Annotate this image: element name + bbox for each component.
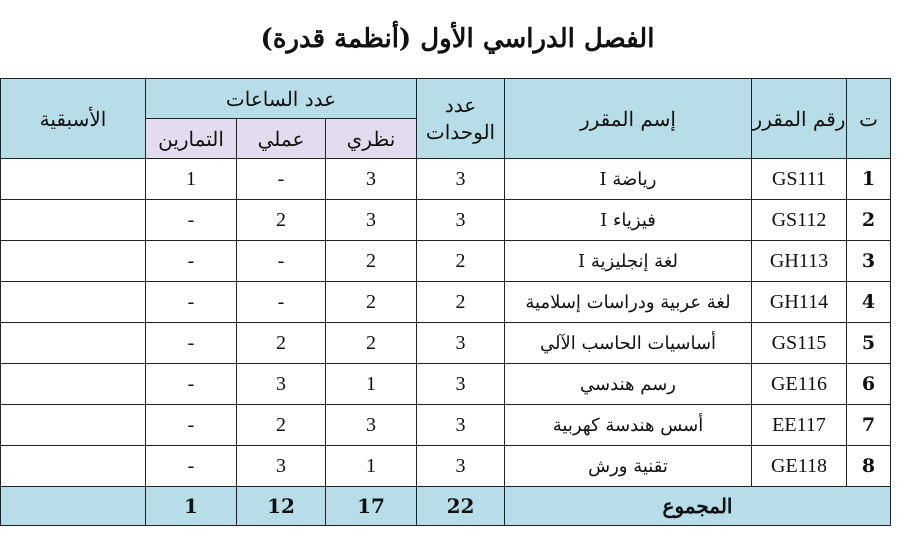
table-row bbox=[1, 323, 891, 364]
header-hours-group: عدد الساعات bbox=[146, 79, 417, 119]
cell-theory: 3 bbox=[326, 200, 417, 241]
cell-name: أساسيات الحاسب الآلي bbox=[505, 323, 752, 364]
table-row bbox=[1, 282, 891, 323]
table-row bbox=[1, 446, 891, 487]
header-units-label: عدد الوحدات bbox=[425, 92, 496, 144]
header-practical: عملي bbox=[237, 119, 326, 159]
table-row bbox=[1, 405, 891, 446]
cell-exercises: - bbox=[146, 405, 237, 446]
cell-code: GE116 bbox=[752, 364, 847, 405]
cell-practical: 3 bbox=[237, 446, 326, 487]
cell-units: 2 bbox=[417, 282, 505, 323]
cell-units: 3 bbox=[417, 405, 505, 446]
cell-index: 5 bbox=[847, 323, 891, 364]
cell-exercises: - bbox=[146, 200, 237, 241]
cell-prereq bbox=[1, 200, 146, 241]
cell-name: رسم هندسي bbox=[505, 364, 752, 405]
cell-prereq bbox=[1, 159, 146, 200]
totals-label: المجموع bbox=[505, 487, 891, 526]
totals-practical: 12 bbox=[237, 487, 326, 526]
cell-theory: 2 bbox=[326, 282, 417, 323]
cell-exercises: 1 bbox=[146, 159, 237, 200]
cell-prereq bbox=[1, 405, 146, 446]
cell-index: 6 bbox=[847, 364, 891, 405]
header-units bbox=[417, 79, 505, 159]
cell-code: GH113 bbox=[752, 241, 847, 282]
totals-theory: 17 bbox=[326, 487, 417, 526]
table-row bbox=[1, 241, 891, 282]
cell-exercises: - bbox=[146, 241, 237, 282]
cell-code: GH114 bbox=[752, 282, 847, 323]
totals-row bbox=[1, 487, 891, 526]
cell-units: 3 bbox=[417, 200, 505, 241]
cell-index: 3 bbox=[847, 241, 891, 282]
table-row bbox=[1, 159, 891, 200]
cell-name: فيزياء I bbox=[505, 200, 752, 241]
totals-exercises: 1 bbox=[146, 487, 237, 526]
cell-exercises: - bbox=[146, 323, 237, 364]
header-theory: نظري bbox=[326, 119, 417, 159]
cell-practical: - bbox=[237, 282, 326, 323]
cell-practical: 3 bbox=[237, 364, 326, 405]
course-table bbox=[0, 78, 891, 526]
cell-practical: - bbox=[237, 241, 326, 282]
header-name: إسم المقرر bbox=[505, 79, 752, 159]
cell-index: 2 bbox=[847, 200, 891, 241]
cell-name: رياضة I bbox=[505, 159, 752, 200]
cell-code: GS111 bbox=[752, 159, 847, 200]
table-row bbox=[1, 364, 891, 405]
table-row bbox=[1, 200, 891, 241]
cell-code: GS115 bbox=[752, 323, 847, 364]
header-index: ت bbox=[847, 79, 891, 159]
cell-prereq bbox=[1, 364, 146, 405]
cell-index: 1 bbox=[847, 159, 891, 200]
cell-index: 7 bbox=[847, 405, 891, 446]
cell-prereq bbox=[1, 241, 146, 282]
cell-exercises: - bbox=[146, 282, 237, 323]
page-title: الفصل الدراسي الأول (أنظمة قدرة) bbox=[260, 24, 655, 54]
cell-theory: 3 bbox=[326, 159, 417, 200]
cell-units: 3 bbox=[417, 446, 505, 487]
cell-prereq bbox=[1, 323, 146, 364]
header-prereq: الأسبقية bbox=[1, 79, 146, 159]
cell-name: تقنية ورش bbox=[505, 446, 752, 487]
cell-theory: 1 bbox=[326, 364, 417, 405]
cell-units: 3 bbox=[417, 323, 505, 364]
cell-practical: 2 bbox=[237, 405, 326, 446]
cell-name: أسس هندسة كهربية bbox=[505, 405, 752, 446]
cell-units: 3 bbox=[417, 159, 505, 200]
cell-prereq bbox=[1, 282, 146, 323]
cell-practical: 2 bbox=[237, 323, 326, 364]
cell-units: 3 bbox=[417, 364, 505, 405]
cell-exercises: - bbox=[146, 364, 237, 405]
header-exercises: التمارين bbox=[146, 119, 237, 159]
header-code: رقم المقرر bbox=[752, 79, 847, 159]
cell-prereq bbox=[1, 446, 146, 487]
cell-practical: 2 bbox=[237, 200, 326, 241]
cell-name: لغة إنجليزية I bbox=[505, 241, 752, 282]
cell-index: 8 bbox=[847, 446, 891, 487]
cell-index: 4 bbox=[847, 282, 891, 323]
cell-exercises: - bbox=[146, 446, 237, 487]
cell-name: لغة عربية ودراسات إسلامية bbox=[505, 282, 752, 323]
cell-code: EE117 bbox=[752, 405, 847, 446]
cell-theory: 2 bbox=[326, 241, 417, 282]
cell-code: GE118 bbox=[752, 446, 847, 487]
cell-practical: - bbox=[237, 159, 326, 200]
cell-units: 2 bbox=[417, 241, 505, 282]
cell-theory: 3 bbox=[326, 405, 417, 446]
cell-code: GS112 bbox=[752, 200, 847, 241]
totals-units: 22 bbox=[417, 487, 505, 526]
cell-theory: 1 bbox=[326, 446, 417, 487]
totals-prereq bbox=[1, 487, 146, 526]
cell-theory: 2 bbox=[326, 323, 417, 364]
